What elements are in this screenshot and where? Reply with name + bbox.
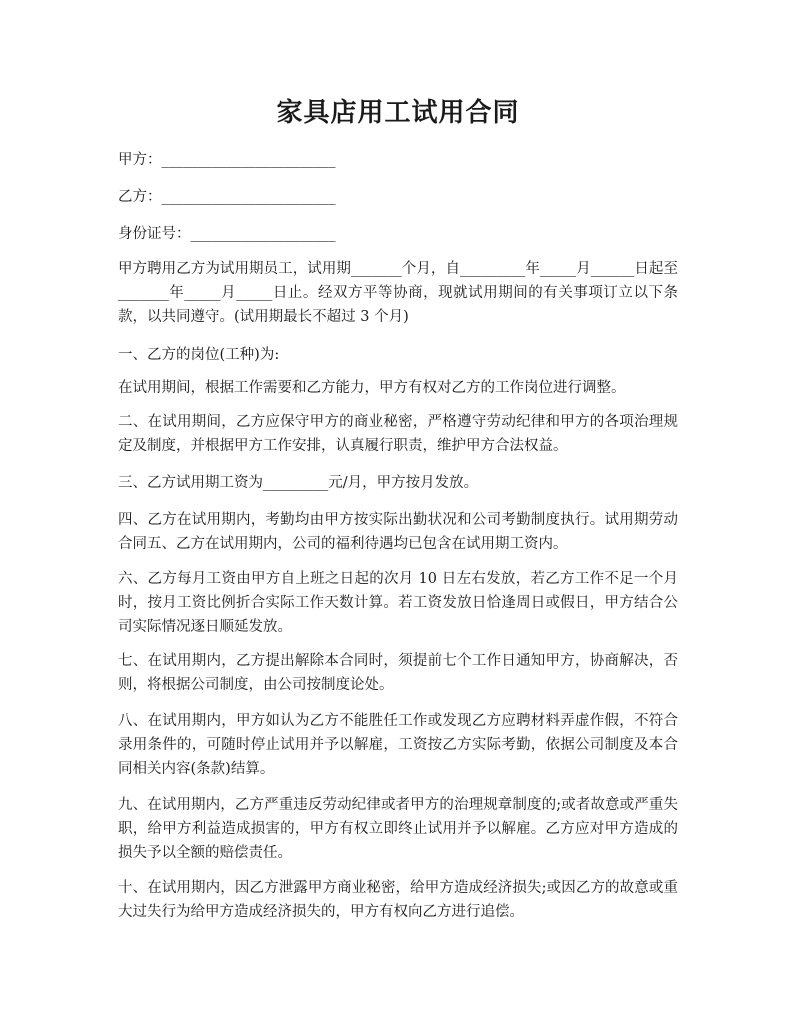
document-title: 家具店用工试用合同 <box>276 98 520 128</box>
clause-7-paragraph: 七、在试用期内，乙方提出解除本合同时，须提前七个工作日通知甲方，协商解决，否则，将根据公司制度，由公司按制度论处。 <box>118 653 678 693</box>
party-a-label: 甲方： <box>118 152 162 168</box>
party-a-field <box>118 150 336 170</box>
id-number-blank: ____________________ <box>190 226 336 242</box>
id-number-label: 身份证号： <box>118 226 191 242</box>
clause-6-paragraph: 六、乙方每月工资由甲方自上班之日起的次月 10 日左右发放，若乙方工作不足一个月时，按月工资比例折合实际工作天数计算。若工资发放日恰逢周日或假日，甲方结合公司实际情况逐日顺延发放。 <box>118 571 678 635</box>
party-a-blank: ________________________ <box>161 152 336 168</box>
intro-paragraph: 甲方聘用乙方为试用期员工，试用期_______个月，自_________年_____月______日起至_______年_____月_____日止。经双方平等协商，现就试用期间的有关事项订立以下条款，以共同遵守。(试用期最长不超过 3 个月) <box>118 261 678 325</box>
party-b-label: 乙方： <box>118 189 162 205</box>
clause-3-paragraph: 三、乙方试用期工资为_________元/月，甲方按月发放。 <box>118 475 479 491</box>
clause-10-paragraph: 十、在试用期内，因乙方泄露甲方商业秘密，给甲方造成经济损失;或因乙方的故意或重大过失行为给甲方造成经济损失的，甲方有权向乙方进行追偿。 <box>118 880 678 920</box>
clause-4-5-paragraph: 四、乙方在试用期内，考勤均由甲方按实际出勤状况和公司考勤制度执行。试用期劳动合同五、乙方在试用期内，公司的福利待遇均已包含在试用期工资内。 <box>118 512 678 552</box>
party-b-blank: ________________________ <box>161 189 336 205</box>
party-b-field <box>118 187 336 207</box>
clause-1-paragraph: 一、乙方的岗位(工种)为: <box>118 347 280 363</box>
clause-8-paragraph: 八、在试用期内，甲方如认为乙方不能胜任工作或发现乙方应聘材料弄虚作假，不符合录用条件的，可随时停止试用并予以解雇，工资按乙方实际考勤，依据公司制度及本合同相关内容(条款)结算。 <box>118 713 678 777</box>
clause-2-paragraph: 二、在试用期间，乙方应保守甲方的商业秘密，严格遵守劳动纪律和甲方的各项治理规定及制度，并根据甲方工作安排，认真履行职责，维护甲方合法权益。 <box>118 414 678 454</box>
id-number-field <box>118 224 336 244</box>
clause-1-detail-paragraph: 在试用期间，根据工作需要和乙方能力，甲方有权对乙方的工作岗位进行调整。 <box>118 380 626 396</box>
clause-9-paragraph: 九、在试用期内，乙方严重违反劳动纪律或者甲方的治理规章制度的;或者故意或严重失职，给甲方利益造成损害的，甲方有权立即终止试用并予以解雇。乙方应对甲方造成的损失予以全额的赔偿责任。 <box>118 797 678 861</box>
